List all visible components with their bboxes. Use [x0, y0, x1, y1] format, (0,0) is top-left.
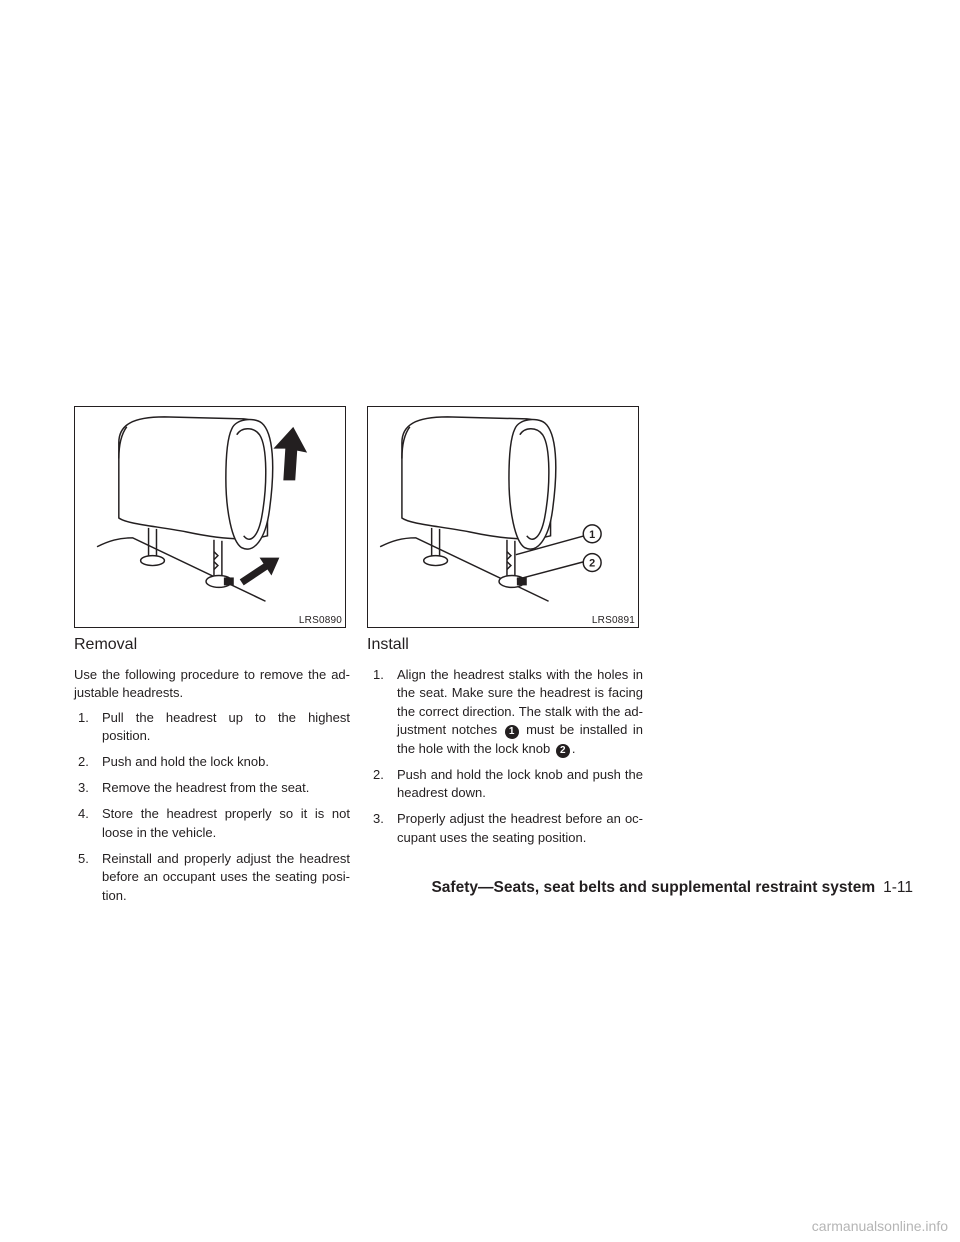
marker-2-icon: 2 — [556, 744, 570, 758]
list-item: 2. Push and hold the lock knob and push the headrest down. — [373, 766, 643, 800]
install-section — [367, 636, 643, 855]
list-item: 4. Store the headrest properly so it is not loose in the vehicle. — [78, 806, 350, 840]
figure-code: LRS0890 — [298, 615, 342, 626]
marker-1-icon: 1 — [505, 725, 519, 739]
watermark: carmanualsonline.info — [811, 1218, 948, 1234]
headrest-removal-illustration — [75, 407, 345, 627]
removal-heading: Removal — [74, 636, 138, 653]
page-number: 1-11 — [883, 879, 913, 896]
figure-headrest-removal — [74, 406, 346, 628]
headrest-install-illustration — [368, 407, 638, 627]
install-steps — [367, 666, 643, 848]
list-item: 3. Remove the headrest from the seat. — [78, 780, 310, 795]
list-item: 3. Properly adjust the headrest before an oc-cupant uses the seating position. — [373, 811, 643, 845]
install-heading: Install — [367, 636, 409, 653]
list-item: 1. Align the headrest stalks with the holes in the seat. Make sure the headrest is facing the correct direction. The stalk with the ad-justment notches 1 must be installed in the hole with the lock knob 2 . — [373, 666, 643, 756]
list-item: 5. Reinstall and properly adjust the headrest before an occupant uses the seating posi-tion. — [78, 850, 350, 903]
removal-steps — [74, 709, 350, 906]
removal-intro: Use the following procedure to remove the ad-justable headrests. — [74, 666, 350, 700]
list-item: 1. Pull the headrest up to the highest position. — [78, 709, 350, 743]
footer-section-title: Safety—Seats, seat belts and supplemental restraint system — [431, 879, 876, 896]
callout-2: 2 — [589, 557, 596, 570]
figure-headrest-install — [367, 406, 639, 628]
list-item: 2. Push and hold the lock knob. — [78, 754, 269, 769]
removal-section — [74, 636, 350, 913]
page-footer — [431, 879, 913, 897]
callout-1: 1 — [589, 528, 596, 541]
figure-code: LRS0891 — [591, 615, 635, 626]
